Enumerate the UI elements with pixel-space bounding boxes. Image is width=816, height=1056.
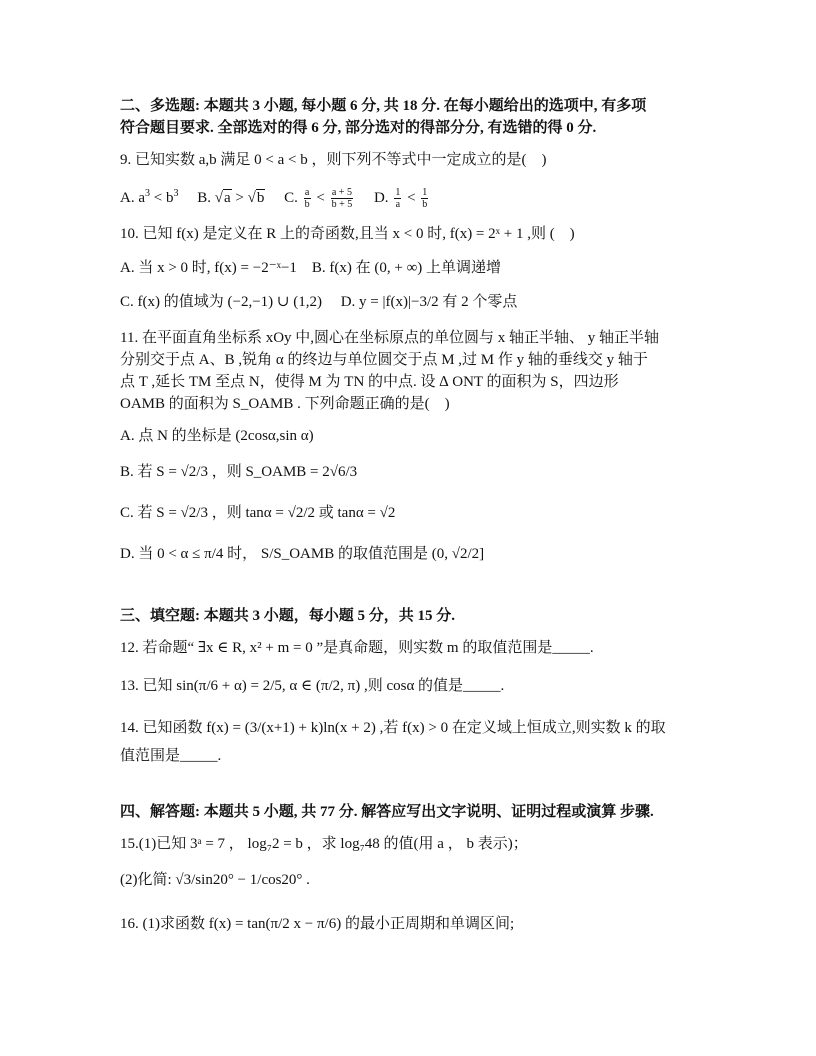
q13-stem: 13. 已知 sin(π/6 + α) = 2/5, α ∈ (π/2, π) ,则 cosα 的值是_____.: [120, 678, 505, 694]
q10-options-cd: [120, 292, 517, 312]
q9-option-b: B. √a > √b: [197, 189, 265, 206]
section2-heading-line2: 符合题目要求. 全部选对的得 6 分, 部分选对的得部分分, 有选错的得 0 分.: [120, 120, 597, 136]
section2-heading-line1: 二、多选题: 本题共 3 小题, 每小题 6 分, 共 18 分. 在每小题给出的选项中, 有多项: [120, 98, 647, 114]
q11-option-b: B. 若 S = √2/3 ，则 S_OAMB = 2√6/3: [120, 464, 358, 480]
q9-options: [120, 187, 430, 210]
q15-part1: 15.(1)已知 3ᵃ = 7 ， log₇2 = b ，求 log₇48 的值(用 a ， b 表示)；: [120, 836, 528, 852]
q11-option-c: C. 若 S = √2/3 ，则 tanα = √2/2 或 tanα = √2: [120, 505, 396, 521]
q15-part2: (2)化简: √3/sin20° − 1/cos20° .: [120, 872, 310, 888]
q11-line4: OAMB 的面积为 S_OAMB . 下列命题正确的是( ): [120, 396, 450, 412]
section3-heading: 三、填空题: 本题共 3 小题，每小题 5 分，共 15 分.: [120, 608, 455, 624]
q14-line2: 值范围是_____.: [120, 748, 222, 764]
q12-stem: 12. 若命题“ ∃x ∈ R, x² + m = 0 ”是真命题，则实数 m 的取值范围是_____.: [120, 640, 594, 656]
q10-options-ab: [120, 258, 501, 278]
q9-option-c: C. $\frac{a}{b}$ < $\frac{a + 5}{b + 5}$: [284, 187, 353, 210]
q11-line1: 11. 在平面直角坐标系 xOy 中,圆心在坐标原点的单位圆与 x 轴正半轴、 y 轴正半轴: [120, 330, 660, 346]
q10-option-a: A. 当 x > 0 时, f(x) = −2⁻ˣ−1: [120, 260, 297, 276]
q11-option-d: D. 当 0 < α ≤ π/4 时， S/S_OAMB 的取值范围是 (0, √2/2]: [120, 546, 485, 562]
q11-option-a: A. 点 N 的坐标是 (2cosα,sin α): [120, 428, 314, 444]
q9-stem: 9. 已知实数 a,b 满足 0 < a < b ，则下列不等式中一定成立的是( ): [120, 152, 547, 168]
q10-option-d: D. y = |f(x)|−3/2 有 2 个零点: [340, 294, 518, 310]
q9-option-a: A. $a^3 < b^3$: [120, 187, 179, 206]
q11-line2: 分别交于点 A、B ,锐角 α 的终边与单位圆交于点 M ,过 M 作 y 轴的垂线交 y 轴于: [120, 352, 648, 368]
q10-option-b: B. f(x) 在 (0, + ∞) 上单调递增: [311, 260, 502, 276]
q10-option-c: C. f(x) 的值域为 (−2,−1) ∪ (1,2): [120, 294, 322, 310]
q16-part1: 16. (1)求函数 f(x) = tan(π/2 x − π/6) 的最小正周期和单调区间;: [120, 916, 515, 932]
q14-line1: 14. 已知函数 f(x) = (3/(x+1) + k)ln(x + 2) ,若 f(x) > 0 在定义域上恒成立,则实数 k 的取: [120, 720, 666, 736]
q10-stem: 10. 已知 f(x) 是定义在 R 上的奇函数,且当 x < 0 时, f(x) = 2ˣ + 1 ,则 ( ): [120, 226, 575, 242]
q11-line3: 点 T ,延长 TM 至点 N，使得 M 为 TN 的中点. 设 ∆ ONT 的面积为 S，四边形: [120, 374, 619, 390]
section4-heading: 四、解答题: 本题共 5 小题, 共 77 分. 解答应写出文字说明、证明过程或演算 步骤.: [120, 804, 654, 820]
q9-option-d: D. $\frac{1}{a}$ < $\frac{1}{b}$: [373, 187, 428, 210]
